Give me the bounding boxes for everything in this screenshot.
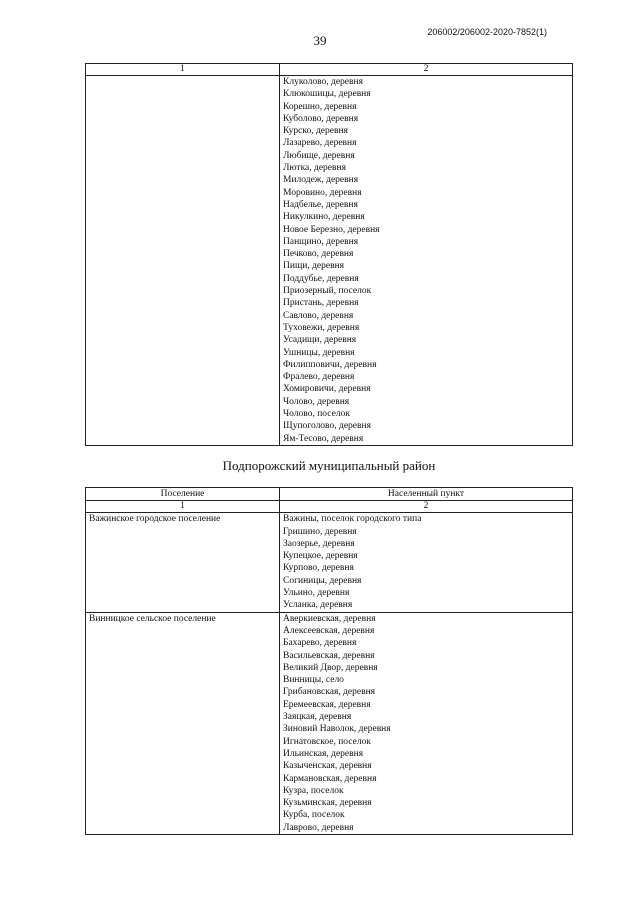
locality-item: Лазарево, деревня [283,138,357,149]
locality-item: Клуколово, деревня [283,77,363,87]
locality-item: Щупоголово, деревня [283,421,371,432]
settlement-cell: Важинское городское поселение [86,513,280,612]
locality-item: Поддубье, деревня [283,273,359,284]
locality-item: Заяцкая, деревня [283,712,352,723]
locality-item: Моровино, деревня [283,187,362,198]
column-number-1: 1 [86,501,280,513]
column-number-row [86,501,573,513]
locality-item: Панщино, деревня [283,236,359,247]
locality-item: Ильинская, деревня [283,748,364,759]
locality-item: Васильевская, деревня [283,650,375,661]
table2-body [86,513,573,835]
locality-item: Аверкиевская, деревня [283,613,376,624]
locality-item: Хомировичи, деревня [283,384,371,395]
locality-item: Филипповичи, деревня [283,359,377,370]
locality-item: Бахарево, деревня [283,638,357,649]
locality-item: Клюкошицы, деревня [283,89,371,100]
locality-item: Печково, деревня [283,249,354,260]
locality-item: Еремеевская, деревня [283,699,371,710]
locality-item: Милодеж, деревня [283,175,359,186]
table-row [86,513,573,612]
header-locality: Населенный пункт [280,488,573,501]
locality-item: Курба, поселок [283,810,345,821]
locality-item: Усланка, деревня [283,600,353,611]
settlement-cell: Винницкое сельское поселение [86,612,280,834]
district-title: Подпорожский муниципальный район [222,458,436,473]
locality-item: Любище, деревня [283,150,355,161]
page-number: 39 [313,33,327,48]
locality-item: Гришино, деревня [283,526,357,537]
table-row [86,612,573,834]
column-number-row [86,64,573,76]
settlements-table [85,487,573,835]
locality-item: Казыченская, деревня [283,761,372,772]
locality-item: Винницы, село [283,675,344,686]
column-number-2: 2 [280,64,573,76]
locality-item: Никулкино, деревня [283,212,365,223]
locality-item: Кузра, поселок [283,785,344,796]
locality-item: Чолово, деревня [283,396,350,407]
column-number-2: 2 [280,501,573,513]
locality-item: Курско, деревня [283,126,348,137]
locality-item: Надбелье, деревня [283,199,358,210]
locality-item: Важины, поселок городского типа [283,514,422,525]
locality-item: Ульино, деревня [283,588,350,599]
localities-cell [280,612,573,834]
localities-cell [280,513,573,612]
locality-item: Чолово, поселок [283,409,350,420]
locality-item: Фралево, деревня [283,372,355,383]
locality-item: Ушницы, деревня [283,347,355,358]
locality-item: Савлово, деревня [283,310,354,321]
locality-item: Новое Березно, деревня [283,224,380,235]
settlements-table-continued [85,63,573,446]
locality-item: Кузьминская, деревня [283,798,372,809]
locality-item: Заозерье, деревня [283,538,355,549]
locality-item: Великий Двор, деревня [283,662,378,673]
locality-item: Зиновий Наволок, деревня [283,724,391,735]
header-settlement: Поселение [86,488,280,501]
localities-cell [280,76,573,446]
locality-item: Курпово, деревня [283,563,354,574]
document-code: 206002/206002-2020-7852(1) [427,27,547,37]
locality-item: Алексеевская, деревня [283,625,375,636]
locality-item: Усадищи, деревня [283,335,357,346]
locality-item: Ям-Тесово, деревня [283,433,364,444]
locality-item: Кармановская, деревня [283,773,377,784]
locality-item: Пищи, деревня [283,261,345,272]
locality-item: Игнатовское, поселок [283,736,371,747]
locality-item: Туховежи, деревня [283,322,360,333]
locality-item: Лаврово, деревня [283,822,354,833]
locality-item: Грибановская, деревня [283,687,376,698]
locality-item: Согиницы, деревня [283,575,362,586]
locality-item: Пристань, деревня [283,298,359,309]
locality-item: Лютка, деревня [283,163,346,174]
locality-item: Приозерный, поселок [283,286,372,297]
table1-body [86,76,573,446]
settlement-cell [86,76,280,446]
locality-item: Куболово, деревня [283,113,359,124]
locality-item: Купецкое, деревня [283,551,358,562]
locality-item: Корешно, деревня [283,101,357,112]
table-header-row [86,488,573,501]
column-number-1: 1 [86,64,280,76]
table-row [86,76,573,446]
